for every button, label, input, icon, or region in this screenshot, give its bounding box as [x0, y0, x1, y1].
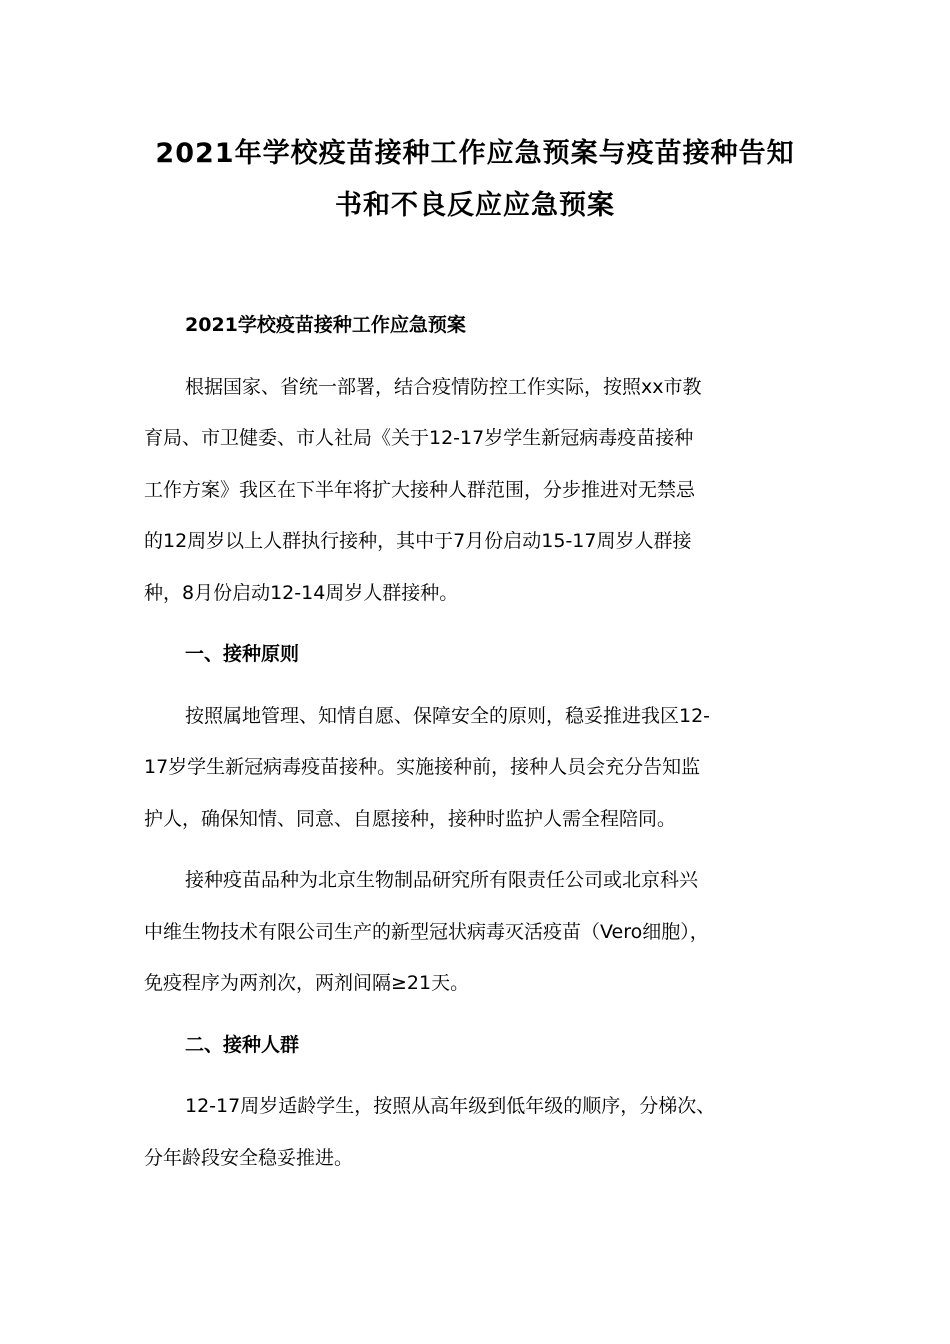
document-title-line-1: 2021年学校疫苗接种工作应急预案与疫苗接种告知 [155, 138, 795, 169]
section-1-p1-line-2: 17岁学生新冠病毒疫苗接种。实施接种前，接种人员会充分告知监 [144, 756, 701, 778]
intro-line-2: 育局、市卫健委、市人社局《关于12-17岁学生新冠病毒疫苗接种 [144, 427, 694, 449]
intro-line-4: 的12周岁以上人群执行接种，其中于7月份启动15-17周岁人群接 [144, 530, 692, 552]
document-title-line-2: 书和不良反应应急预案 [335, 190, 615, 221]
document-title [60, 128, 890, 232]
section-1-p2-line-1: 接种疫苗品种为北京生物制品研究所有限责任公司或北京科兴 [185, 869, 699, 891]
section-1-p2-line-3: 免疫程序为两剂次，两剂间隔≥21天。 [144, 972, 470, 994]
section-2-p1-line-1: 12-17周岁适龄学生，按照从高年级到低年级的顺序，分梯次、 [185, 1095, 716, 1117]
section-1-p1-line-3: 护人，确保知情、同意、自愿接种，接种时监护人需全程陪同。 [144, 807, 677, 830]
section-1-p2-line-2: 中维生物技术有限公司生产的新型冠状病毒灭活疫苗（Vero细胞）， [144, 920, 709, 943]
plan-subtitle-text: 2021学校疫苗接种工作应急预案 [185, 314, 466, 336]
document-body [144, 300, 824, 1184]
plan-subtitle [144, 300, 824, 352]
section-1-heading [144, 629, 824, 681]
section-1-p1-line-1: 按照属地管理、知情自愿、保障安全的原则，稳妥推进我区12- [185, 704, 711, 727]
intro-line-3: 工作方案》我区在下半年将扩大接种人群范围，分步推进对无禁忌 [144, 478, 696, 501]
section-2-heading-text: 二、接种人群 [185, 1033, 300, 1056]
section-2-paragraph-1 [144, 1081, 824, 1184]
intro-line-1: 根据国家、省统一部署，结合疫情防控工作实际，按照xx市教 [185, 375, 702, 398]
section-1-paragraph-2 [144, 855, 824, 1010]
section-2-heading [144, 1020, 824, 1072]
section-1-paragraph-1 [144, 691, 824, 846]
intro-line-5: 种，8月份启动12-14周岁人群接种。 [144, 581, 459, 604]
intro-paragraph [144, 362, 824, 620]
section-2-p1-line-2: 分年龄段安全稳妥推进。 [144, 1146, 354, 1169]
section-1-heading-text: 一、接种原则 [185, 643, 300, 665]
